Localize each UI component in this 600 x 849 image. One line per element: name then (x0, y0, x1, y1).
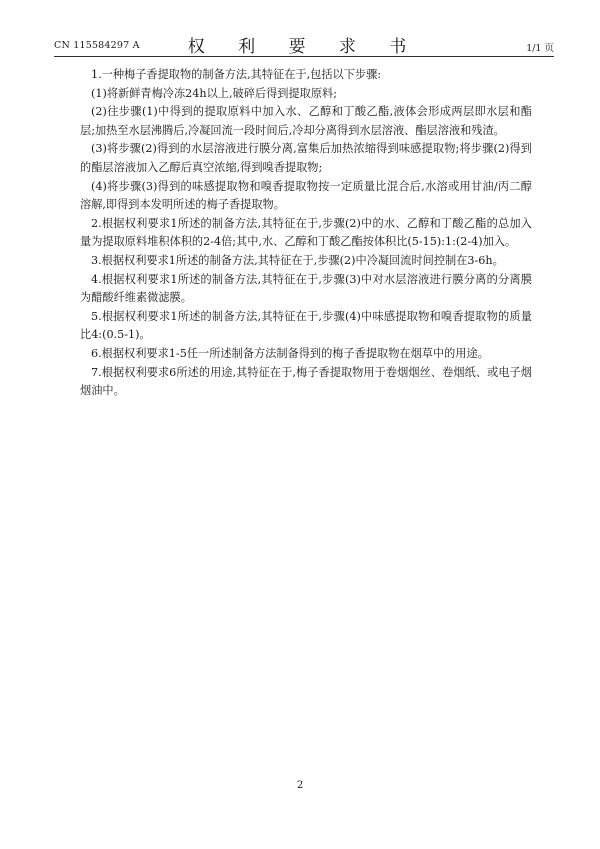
document-title: 权 利 要 求 书 (187, 37, 421, 57)
patent-number: CN 115584297 A (54, 40, 140, 51)
claim-paragraph: 7.根据权利要求6所述的用途,其特征在于,梅子香提取物用于卷烟烟丝、卷烟纸、或电子烟烟油中。 (80, 365, 532, 398)
claim-paragraph: 4.根据权利要求1所述的制备方法,其特征在于,步骤(3)中对水层溶液进行膜分离的分离膜为醋酸纤维素微滤膜。 (80, 272, 532, 305)
claim-paragraph: (4)将步骤(3)得到的味感提取物和嗅香提取物按一定质量比混合后,水溶或用甘油/丙二醇溶解,即得到本发明所述的梅子香提取物。 (80, 179, 532, 212)
page-header (54, 28, 554, 57)
claim-paragraph: (3)将步骤(2)得到的水层溶液进行膜分离,富集后加热浓缩得到味感提取物;将步骤(2)得到的酯层溶液加入乙醇后真空浓缩,得到嗅香提取物; (80, 142, 532, 174)
header-rule (54, 56, 554, 57)
claim-paragraph: (1)将新鲜青梅冷冻24h以上,破碎后得到提取原料; (91, 86, 337, 100)
page-number: 2 (296, 780, 304, 791)
claims-body (80, 66, 532, 401)
claim-paragraph: 5.根据权利要求1所述的制备方法,其特征在于,步骤(4)中味感提取物和嗅香提取物的质量比4:(0.5-1)。 (80, 309, 532, 342)
claim-paragraph: 3.根据权利要求1所述的制备方法,其特征在于,步骤(2)中冷凝回流时间控制在3-6h。 (91, 253, 504, 267)
claim-paragraph: 2.根据权利要求1所述的制备方法,其特征在于,步骤(2)中的水、乙醇和丁酸乙酯的总加入量为提取原料堆积体积的2-4倍;其中,水、乙醇和丁酸乙酯按体积比(5-15):1:(2-4)加入。 (80, 216, 532, 249)
claim-paragraph: (2)往步骤(1)中得到的提取原料中加入水、乙醇和丁酸乙酯,液体会形成两层即水层和酯层;加热至水层沸腾后,冷凝回流一段时间后,冷却分离得到水层溶液、酯层溶液和残渣。 (80, 105, 532, 137)
claim-paragraph: 6.根据权利要求1-5任一所述制备方法制备得到的梅子香提取物在烟草中的用途。 (91, 346, 489, 360)
page-count: 1/1 页 (526, 43, 554, 54)
claim-paragraph: 1.一种梅子香提取物的制备方法,其特征在于,包括以下步骤: (91, 68, 382, 81)
